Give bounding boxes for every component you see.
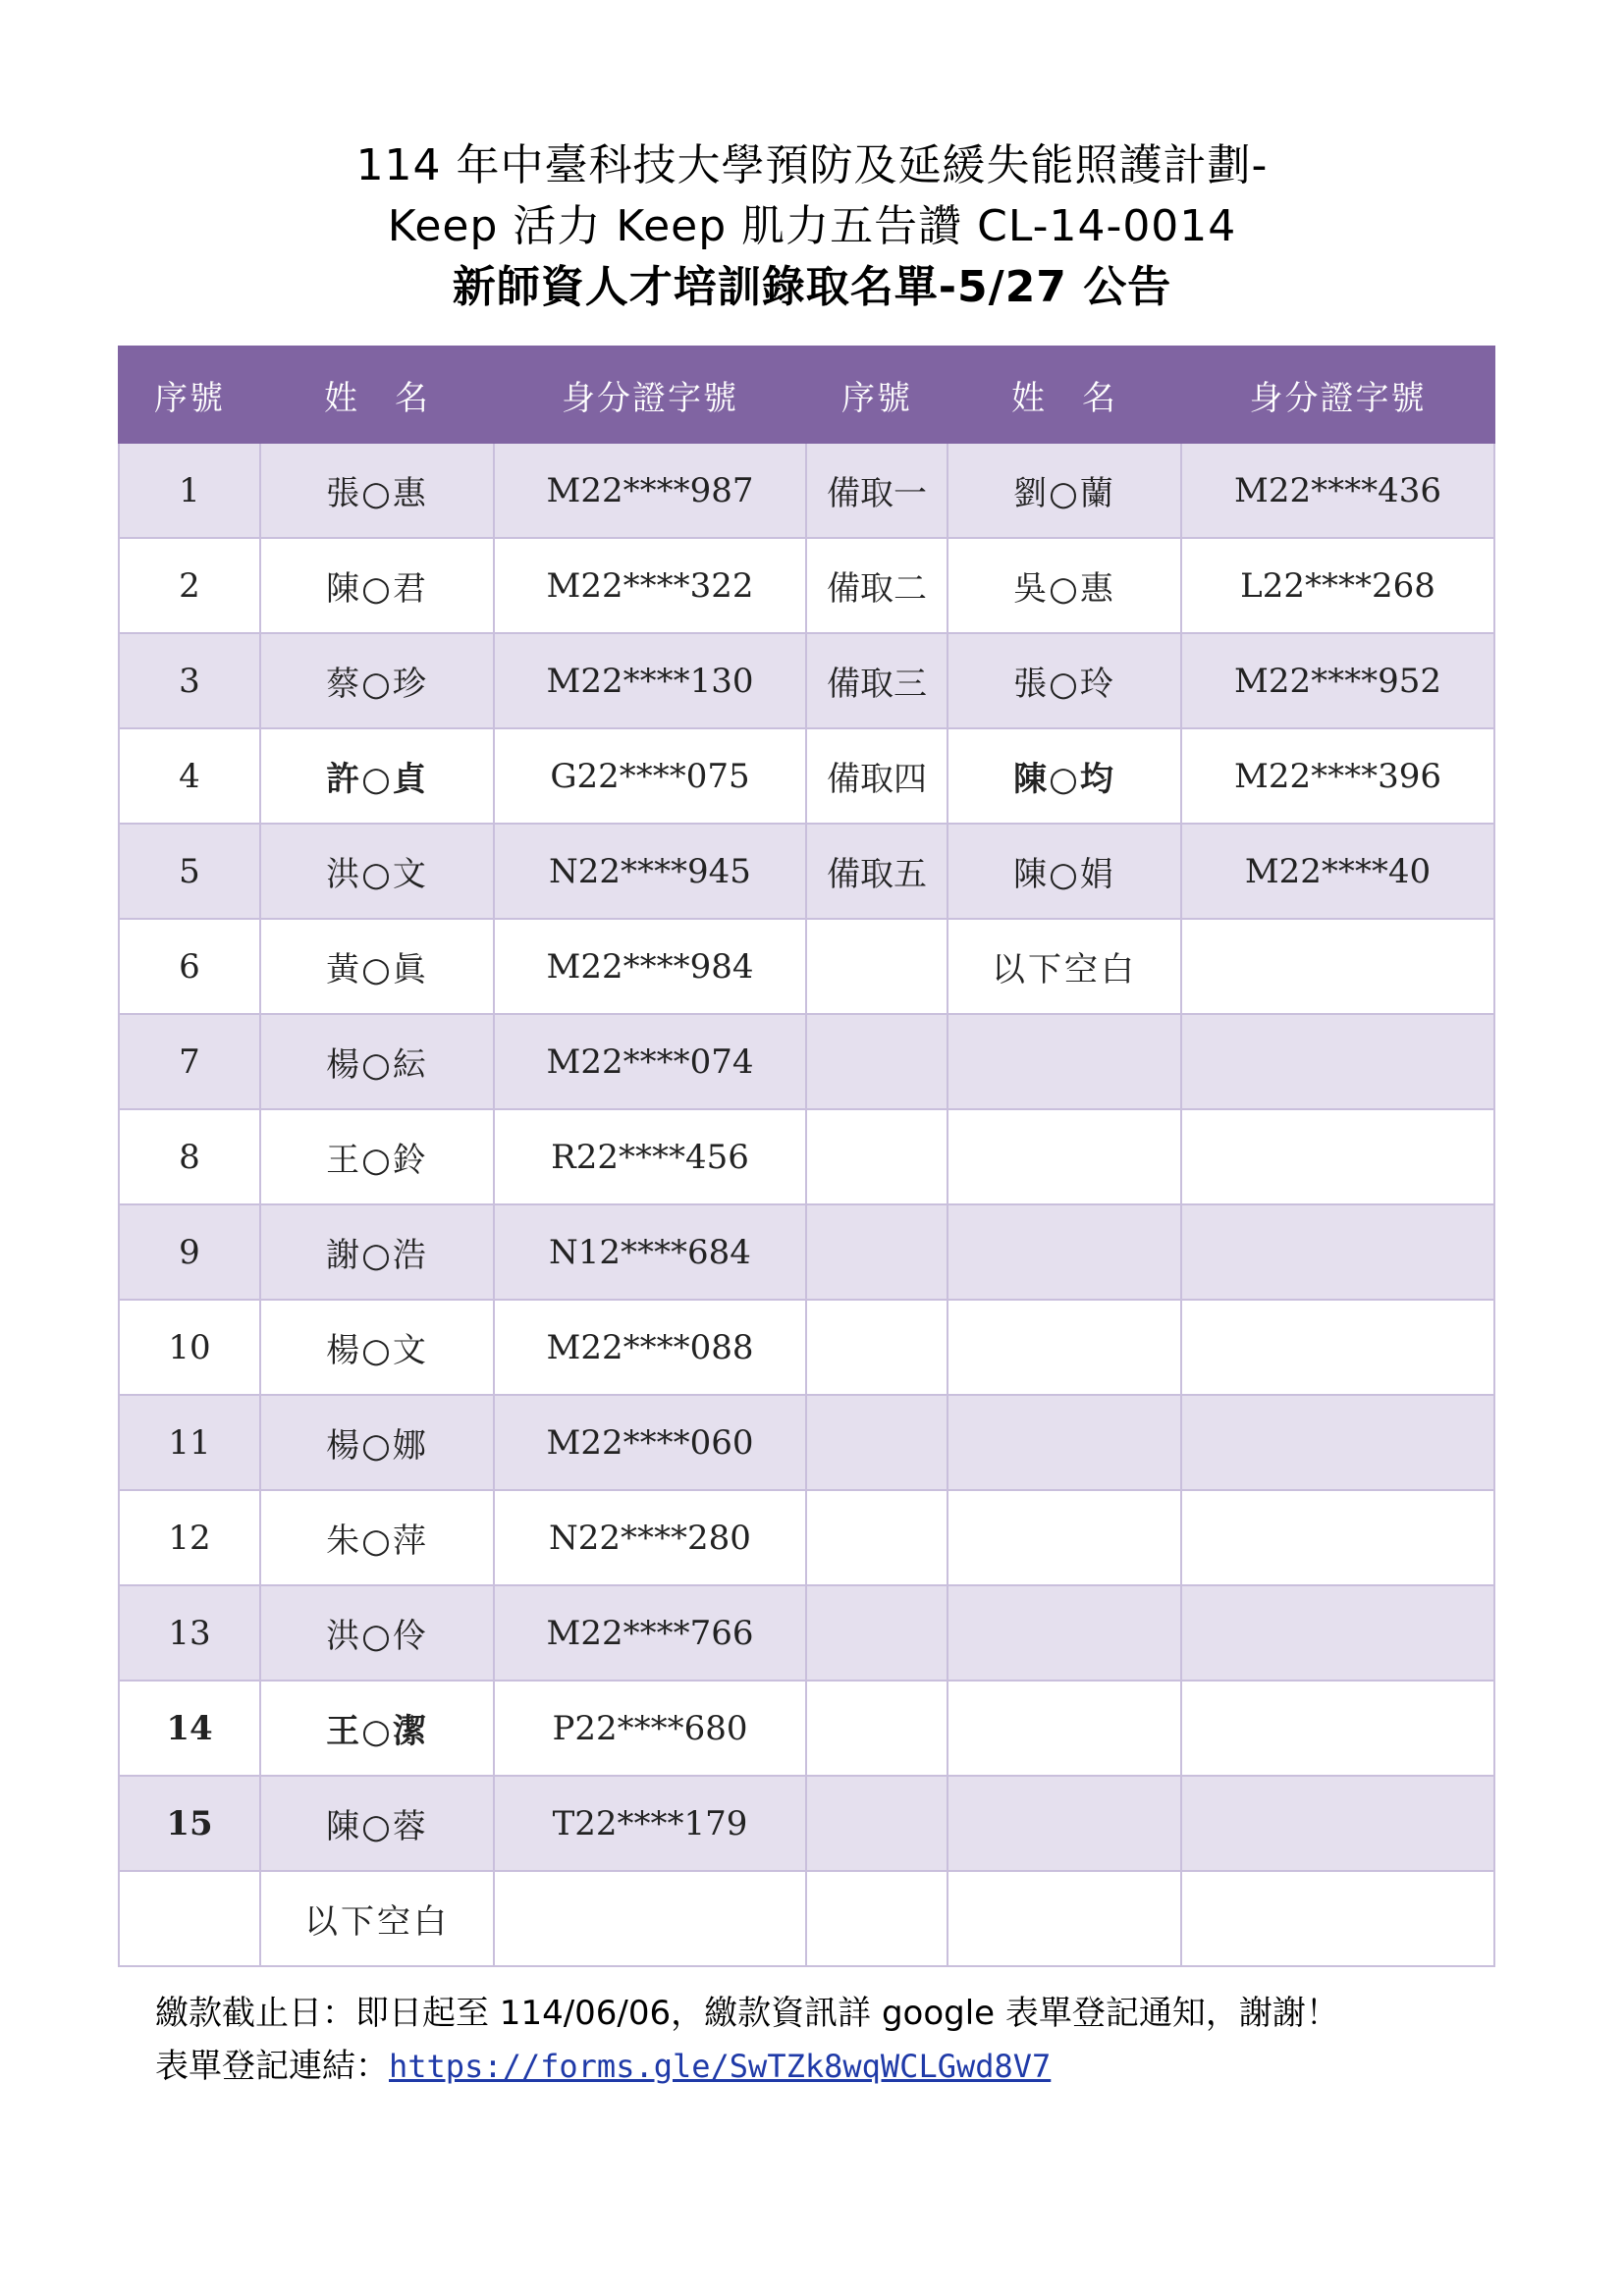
title-line-1: 114 年中臺科技大學預防及延緩失能照護計劃- [355, 140, 1269, 190]
id-cell: R22****456 [494, 1109, 806, 1204]
id-cell: M22****766 [494, 1585, 806, 1681]
table-header-row [119, 347, 1494, 443]
header-name: 姓 名 [260, 347, 494, 443]
alt-name-cell [947, 1204, 1181, 1300]
table-row [119, 1109, 1494, 1204]
alt-id-cell [1181, 1871, 1494, 1966]
id-cell: T22****179 [494, 1776, 806, 1871]
id-cell: M22****984 [494, 919, 806, 1014]
id-cell: N12****684 [494, 1204, 806, 1300]
alt-id-cell [1181, 1300, 1494, 1395]
id-cell: M22****987 [494, 443, 806, 538]
form-link-line [155, 2040, 1339, 2093]
table-row [119, 1204, 1494, 1300]
seq-cell: 14 [119, 1681, 260, 1776]
table-row [119, 1776, 1494, 1871]
alt-seq-cell: 備取五 [806, 824, 947, 919]
seq-cell: 11 [119, 1395, 260, 1490]
id-cell: N22****280 [494, 1490, 806, 1585]
alt-name-cell: 張○玲 [947, 633, 1181, 728]
seq-cell: 10 [119, 1300, 260, 1395]
alt-name-cell: 陳○娟 [947, 824, 1181, 919]
name-cell: 楊○紜 [260, 1014, 494, 1109]
id-cell: G22****075 [494, 728, 806, 824]
alt-seq-cell [806, 919, 947, 1014]
alt-id-cell [1181, 1204, 1494, 1300]
table-row [119, 1395, 1494, 1490]
alt-name-cell [947, 1300, 1181, 1395]
alt-id-cell: L22****268 [1181, 538, 1494, 633]
admission-roster-table [118, 346, 1495, 1967]
alt-name-cell: 吳○惠 [947, 538, 1181, 633]
table-row [119, 919, 1494, 1014]
alt-name-cell [947, 1014, 1181, 1109]
alt-id-cell [1181, 1585, 1494, 1681]
name-cell: 陳○君 [260, 538, 494, 633]
name-cell: 謝○浩 [260, 1204, 494, 1300]
table-row [119, 443, 1494, 538]
header-alt-seq: 序號 [806, 347, 947, 443]
id-cell: M22****322 [494, 538, 806, 633]
alt-name-cell [947, 1681, 1181, 1776]
name-cell: 王○潔 [260, 1681, 494, 1776]
table-row [119, 824, 1494, 919]
alt-seq-cell: 備取四 [806, 728, 947, 824]
table-row [119, 728, 1494, 824]
name-cell: 蔡○珍 [260, 633, 494, 728]
table-row [119, 1871, 1494, 1966]
payment-deadline-note: 繳款截止日：即日起至 114/06/06，繳款資訊詳 google 表單登記通知，謝謝！ [155, 1994, 1339, 2033]
document-title [0, 135, 1624, 318]
alt-id-cell: M22****952 [1181, 633, 1494, 728]
form-link-label: 表單登記連結： [155, 2047, 389, 2086]
name-cell: 楊○娜 [260, 1395, 494, 1490]
alt-name-cell: 陳○均 [947, 728, 1181, 824]
id-cell: M22****130 [494, 633, 806, 728]
name-cell: 黃○眞 [260, 919, 494, 1014]
name-cell: 洪○文 [260, 824, 494, 919]
table-row [119, 1490, 1494, 1585]
alt-seq-cell [806, 1395, 947, 1490]
alt-id-cell [1181, 1776, 1494, 1871]
alt-seq-cell [806, 1300, 947, 1395]
alt-id-cell [1181, 1681, 1494, 1776]
name-cell: 陳○蓉 [260, 1776, 494, 1871]
name-cell: 張○惠 [260, 443, 494, 538]
header-seq: 序號 [119, 347, 260, 443]
alt-blank-note: 以下空白 [947, 919, 1181, 1014]
alt-id-cell [1181, 1014, 1494, 1109]
header-alt-name: 姓 名 [947, 347, 1181, 443]
title-line-2: Keep 活力 Keep 肌力五告讚 CL-14-0014 [387, 201, 1237, 251]
header-id: 身分證字號 [494, 347, 806, 443]
id-cell: M22****074 [494, 1014, 806, 1109]
id-cell: M22****088 [494, 1300, 806, 1395]
id-cell: P22****680 [494, 1681, 806, 1776]
table-row [119, 1681, 1494, 1776]
alt-name-cell [947, 1109, 1181, 1204]
alt-seq-cell [806, 1014, 947, 1109]
table-row [119, 1014, 1494, 1109]
alt-name-cell [947, 1490, 1181, 1585]
seq-cell: 8 [119, 1109, 260, 1204]
seq-cell: 9 [119, 1204, 260, 1300]
alt-seq-cell [806, 1204, 947, 1300]
alt-name-cell [947, 1776, 1181, 1871]
title-line-3: 新師資人才培訓錄取名單-5/27 公告 [452, 262, 1172, 312]
name-cell: 王○鈴 [260, 1109, 494, 1204]
seq-cell: 2 [119, 538, 260, 633]
seq-cell: 7 [119, 1014, 260, 1109]
name-cell: 楊○文 [260, 1300, 494, 1395]
main-blank-note: 以下空白 [260, 1871, 494, 1966]
alt-seq-cell: 備取三 [806, 633, 947, 728]
seq-cell: 5 [119, 824, 260, 919]
name-cell: 洪○伶 [260, 1585, 494, 1681]
alt-id-cell [1181, 1490, 1494, 1585]
seq-cell [119, 1871, 260, 1966]
alt-seq-cell [806, 1490, 947, 1585]
alt-id-cell: M22****396 [1181, 728, 1494, 824]
alt-id-cell: M22****436 [1181, 443, 1494, 538]
alt-seq-cell [806, 1681, 947, 1776]
header-alt-id: 身分證字號 [1181, 347, 1494, 443]
seq-cell: 6 [119, 919, 260, 1014]
id-cell: N22****945 [494, 824, 806, 919]
alt-id-cell [1181, 1109, 1494, 1204]
seq-cell: 13 [119, 1585, 260, 1681]
name-cell: 許○貞 [260, 728, 494, 824]
alt-seq-cell [806, 1871, 947, 1966]
table-row [119, 1585, 1494, 1681]
id-cell [494, 1871, 806, 1966]
alt-id-cell [1181, 919, 1494, 1014]
alt-seq-cell [806, 1109, 947, 1204]
alt-seq-cell: 備取二 [806, 538, 947, 633]
seq-cell: 12 [119, 1490, 260, 1585]
seq-cell: 3 [119, 633, 260, 728]
id-cell: M22****060 [494, 1395, 806, 1490]
alt-name-cell [947, 1871, 1181, 1966]
alt-id-cell [1181, 1395, 1494, 1490]
alt-name-cell [947, 1395, 1181, 1490]
form-registration-link[interactable]: https://forms.gle/SwTZk8wqWCLGwd8V7 [389, 2048, 1052, 2085]
name-cell: 朱○萍 [260, 1490, 494, 1585]
alt-seq-cell [806, 1585, 947, 1681]
footer-notes [155, 1987, 1339, 2093]
alt-seq-cell: 備取一 [806, 443, 947, 538]
table-row [119, 538, 1494, 633]
alt-name-cell [947, 1585, 1181, 1681]
table-row [119, 1300, 1494, 1395]
seq-cell: 1 [119, 443, 260, 538]
table-row [119, 633, 1494, 728]
seq-cell: 4 [119, 728, 260, 824]
alt-name-cell: 劉○蘭 [947, 443, 1181, 538]
alt-seq-cell [806, 1776, 947, 1871]
seq-cell: 15 [119, 1776, 260, 1871]
alt-id-cell: M22****40 [1181, 824, 1494, 919]
